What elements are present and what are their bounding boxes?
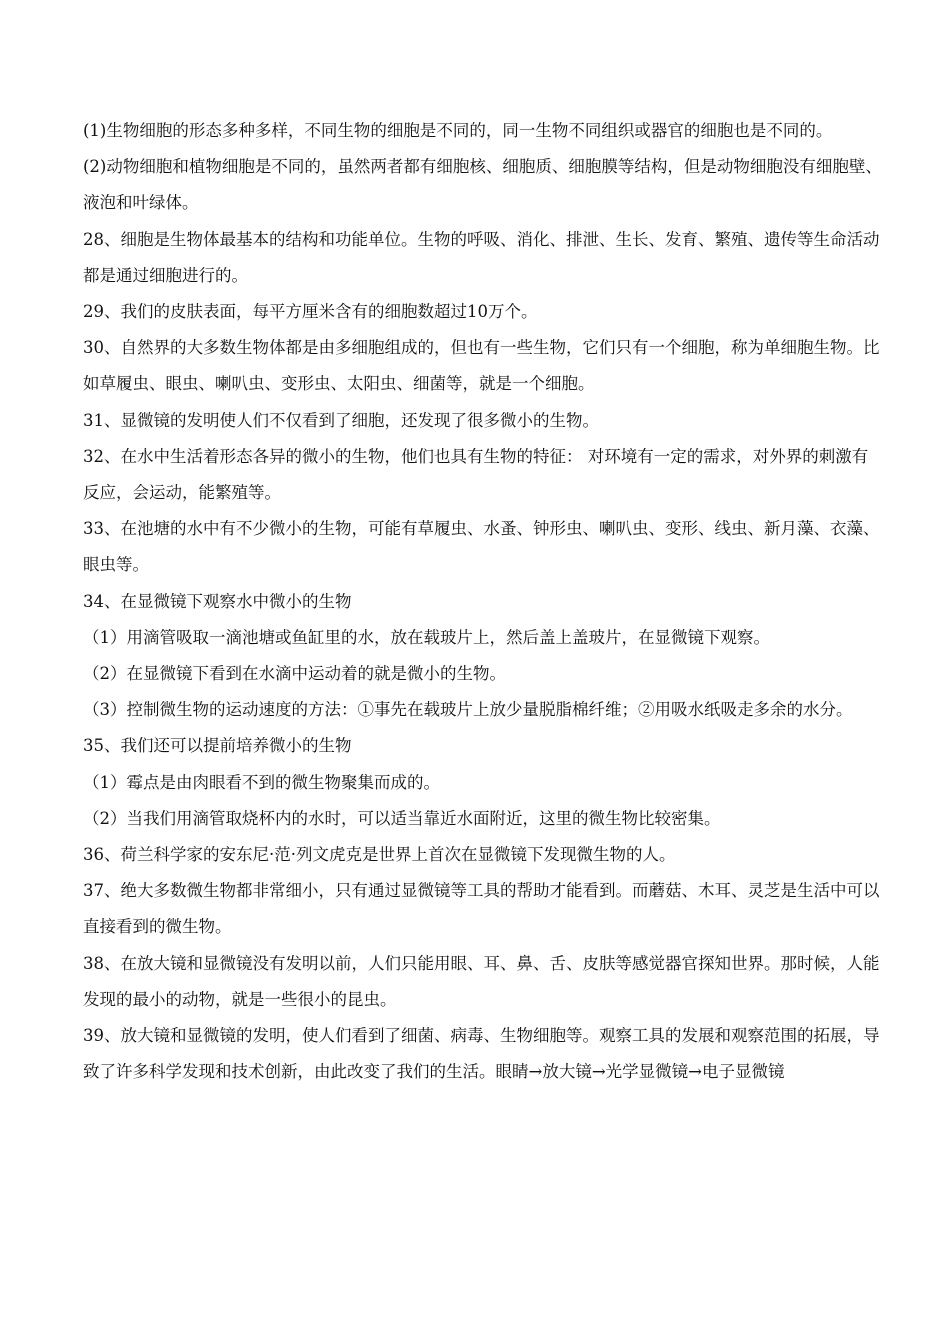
paragraph-31: 31、显微镜的发明使人们不仅看到了细胞，还发现了很多微小的生物。 bbox=[83, 410, 599, 430]
paragraph-37: 37、绝大多数微生物都非常细小，只有通过显微镜等工具的帮助才能看到。而蘑菇、木耳、灵芝是生活中可以直接看到的微生物。 bbox=[83, 881, 880, 937]
paragraph-29: 29、我们的皮肤表面，每平方厘米含有的细胞数超过10万个。 bbox=[83, 302, 538, 322]
paragraph-32: 32、在水中生活着形态各异的微小的生物，他们也具有生物的特征： 对环境有一定的需求，对外界的刺激有反应，会运动，能繁殖等。 bbox=[83, 446, 869, 503]
document-page bbox=[83, 113, 883, 1090]
paragraph-34-2: （2）在显微镜下看到在水滴中运动着的就是微小的生物。 bbox=[83, 664, 506, 684]
paragraph-cell-shape: (1)生物细胞的形态多种多样，不同生物的细胞是不同的，同一生物不同组织或器官的细胞也是不同的。 bbox=[83, 121, 833, 140]
paragraph-34: 34、在显微镜下观察水中微小的生物 bbox=[83, 591, 352, 611]
paragraph-35-2: （2）当我们用滴管取烧杯内的水时，可以适当靠近水面附近，这里的微生物比较密集。 bbox=[83, 808, 721, 828]
paragraph-animal-plant-cell: (2)动物细胞和植物细胞是不同的，虽然两者都有细胞核、细胞质、细胞膜等结构，但是动物细胞没有细胞壁、液泡和叶绿体。 bbox=[83, 157, 882, 213]
paragraph-33: 33、在池塘的水中有不少微小的生物，可能有草履虫、水蚤、钟形虫、喇叭虫、变形、线虫、新月藻、衣藻、眼虫等。 bbox=[83, 519, 880, 575]
paragraph-34-1: （1）用滴管吸取一滴池塘或鱼缸里的水，放在载玻片上，然后盖上盖玻片，在显微镜下观察。 bbox=[83, 627, 770, 647]
paragraph-35-1: （1）霉点是由肉眼看不到的微生物聚集而成的。 bbox=[83, 772, 440, 792]
paragraph-39: 39、放大镜和显微镜的发明，使人们看到了细菌、病毒、生物细胞等。观察工具的发展和观察范围的拓展，导致了许多科学发现和技术创新，由此改变了我们的生活。眼睛→放大镜→光学显微镜→电子显微镜 bbox=[83, 1026, 880, 1082]
paragraph-28: 28、细胞是生物体最基本的结构和功能单位。生物的呼吸、消化、排泄、生长、发育、繁殖、遗传等生命活动都是通过细胞进行的。 bbox=[83, 229, 880, 285]
paragraph-38: 38、在放大镜和显微镜没有发明以前，人们只能用眼、耳、鼻、舌、皮肤等感觉器官探知世界。那时候，人能发现的最小的动物，就是一些很小的昆虫。 bbox=[83, 953, 880, 1009]
paragraph-30: 30、自然界的大多数生物体都是由多细胞组成的，但也有一些生物，它们只有一个细胞，称为单细胞生物。比如草履虫、眼虫、喇叭虫、变形虫、太阳虫、细菌等，就是一个细胞。 bbox=[83, 338, 880, 394]
paragraph-34-3: （3）控制微生物的运动速度的方法：①事先在载玻片上放少量脱脂棉纤维；②用吸水纸吸走多余的水分。 bbox=[83, 700, 853, 720]
paragraph-35: 35、我们还可以提前培养微小的生物 bbox=[83, 736, 352, 756]
paragraph-36: 36、荷兰科学家的安东尼·范·列文虎克是世界上首次在显微镜下发现微生物的人。 bbox=[83, 845, 676, 865]
